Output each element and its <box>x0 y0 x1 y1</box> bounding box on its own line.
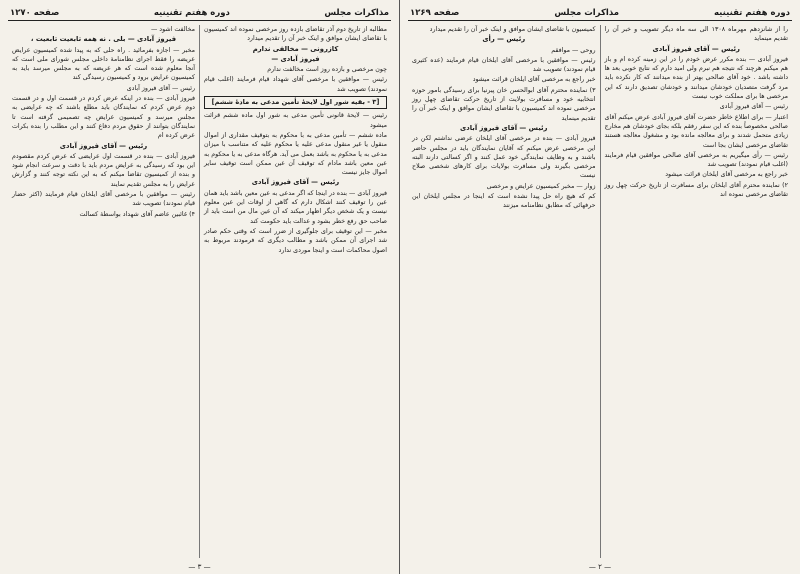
speaker-line: رئیس — آقای فیروز آبادی <box>59 141 148 150</box>
left-page-footer: — ۳ — <box>188 563 211 571</box>
left-header-title: دوره هفتم تقنینیه <box>153 8 230 18</box>
paragraph: را از شانزدهم مهرماه ۱۳۰۸ الی سه ماه دیگر تصویب و خبر آن را تقدیم مینماید <box>604 26 788 43</box>
paragraph: فیروز آبادی — بنده در اینکه عرض کردم در قسمت اول و در قسمت دوم عرض کردم که نمایندگان باید مطلع باشند که چه عرایضی به مجلس میرسد و کمیسیون عرایض چه تصمیمی گرفته است تا نمایندگان بتوانند از حقوق مردم دفاع کنند و این مطلب را بنده بکرات عرض کرده ام <box>12 95 195 140</box>
paragraph: ۳) نماینده محترم آقای ابوالحسن خان پیرنیا برای رسیدگی بامور حوزه انتخابیه خود و مسافرت بولایت از تاریخ حرکت تقاضای چهل روز مرخصی نموده اند کمیسیون با تقاضای ایشان موافق و اینک خبر آن را تقدیم مینماید <box>412 86 596 122</box>
left-page-column-right <box>200 25 391 558</box>
paragraph: چون مرخصی و بازده روز است مخالفت ندارم <box>267 66 387 74</box>
paragraph: کمیسیون با تقاضای ایشان موافق و اینک خبر آن را تقدیم میدارد <box>429 26 596 33</box>
speaker-line: رئیس — آقای فیروز آبادی <box>251 178 340 187</box>
paragraph: رئیس — رأی میگیریم به مرخصی آقای صالحی موافقین قیام فرمایند (اغلب قیام نمودند) تصویب شد <box>604 151 788 169</box>
left-page-column-left <box>8 25 200 558</box>
speaker-line: رئیس — آقای فیروز آبادی <box>460 123 548 132</box>
paragraph: رئیس — آقای فیروز آبادی <box>719 103 788 111</box>
paragraph: اعتبار — برای اطلاع خاطر حضرت آقای فیروز آبادی عرض میکنم آقای صالحی مخصوصاً بنده که این سفر رفقم بلکه بجای خودشان هم مخارج زیادی متحمل شدند و برای معالجه مانده بود و مشغول معالجه هستند تقاضای مرخصی ایشان بجا است <box>604 113 788 149</box>
speaker-line: رئیس — رأی <box>482 35 526 44</box>
speaker-line: کازرونی — مخالفی ندارم <box>252 44 339 53</box>
paragraph: مطالبه از تاریخ دوم آذر تقاضای بازده روز مرخصی نموده اند کمیسیون با تقاضای ایشان موافق و اینک خبر آن را تقدیم میدارد <box>204 26 387 43</box>
right-page-columns <box>408 25 792 558</box>
speaker-line: فیروز آبادی — بلی . نه همه تابعیت تابعیت ، <box>30 35 177 44</box>
speaker-line: رئیس — آقای فیروز آبادی <box>652 44 740 53</box>
paragraph: رئیس — موافقین با مرخصی آقای ایلخان قیام فرمایند (عده کثیری قیام نمودند) تصویب شد <box>412 56 596 74</box>
paragraph: روحی — موافقم <box>551 46 596 54</box>
right-page-column-right <box>601 25 793 558</box>
paragraph: ۲) نماینده محترم آقای ایلخان برای مسافرت از تاریخ حرکت چهل روز تقاضای مرخصی نموده اند <box>604 181 788 199</box>
left-header-page-number: صفحه ۱۲۷۰ <box>10 8 60 18</box>
paragraph: خبر راجع به مرخصی آقای ایلخان قرائت میشود <box>665 171 788 179</box>
left-page-header <box>8 6 391 21</box>
right-page-footer: — ۲ — <box>588 563 612 571</box>
paragraph: رئیس — موافقین با مرخصی آقای ایلخان قیام فرمایند (اکثر حضار قیام نمودند) تصویب شد <box>12 191 195 208</box>
paragraph: مخبر — این توقیف برای جلوگیری از ضرر است که وقتی حکم صادر شد اجرای آن ممکن باشد و مطالب دیگری که فرمودند مربوط به اصول محاکمات است و اینجا موردی ندارد <box>204 227 387 254</box>
right-page-header <box>408 6 792 21</box>
paragraph: فیروز آبادی — بنده در اینجا که اگر مدعی به عین معین باشد باید همان عین را توقیف کنند اشکال دارم که گاهی از اوقات این عین معلوم نیست و یک شخص دیگر اظهار میکند که آن عین مال من است باید از صاحب حق رفع خطر بشود و عدالت باید حکومت کند <box>204 189 387 225</box>
paragraph: فیروز آبادی — بنده در مرخصی آقای ایلخان عرضی نداشتم لکن در این مرخصی عرض میکنم که آقایان نمایندگان باید در مجلس حاضر باشند و به وظایف نمایندگی خود عمل کنند و اگر کسالتی دارند البته مرخصی بگیرند ولی مسافرت بولایات برای کارهای شخصی صلاح نیست <box>412 135 596 180</box>
paragraph: مخبر — اجازه بفرمائید . راه حلی که به پیدا شده کمیسیون عرایض عریضه را فقط اجرای نظامنامهٔ داخلی مجلس شورای ملی است که آنجا معلوم شده است که هر عریضه که به مجلس میرسد باید به کمیسیون عرایض برود و کمیسیون رسیدگی کند <box>12 46 195 82</box>
paragraph: رئیس — موافقین با مرخصی آقای شهداد قیام فرمایند (اغلب قیام نمودند) تصویب شد <box>204 76 387 93</box>
right-page <box>400 0 800 574</box>
paragraph: رئیس — آقای فیروز آبادی <box>126 84 195 92</box>
speaker-line: فیروز آبادی — <box>271 54 320 63</box>
right-header-page-number: صفحه ۱۲۶۹ <box>410 8 460 18</box>
paragraph: مخالفت اشود — <box>150 26 195 33</box>
right-header-title: مذاکرات مجلس <box>554 8 619 18</box>
paragraph: خبر راجع به مرخصی آقای ایلخان قرائت میشود <box>472 76 596 84</box>
paragraph: کم که هیچ راه حل پیدا نشده است که اینجا در مجلس ایلخان این حرفهائی که مطابق نظامنامه میزنند <box>412 193 596 210</box>
paragraph: فیروز آبادی — بنده مکرر عرض خودم را در این زمینه کرده ام و باز هم میکنم هرچند که نتیجه هم نبرم ولی امید دارم که نتایج خوبی بعد ها داشته باشد . خود آقای صالحی بهتر از بنده میدانند که کار نکرده باید مرد گرفت متصدیان خودشان میدانند و خودشان تصدیق دارند که این مرخصی ها برای مملکت خوب نیست <box>604 55 788 101</box>
paragraph: زوار — مخبر کمیسیون عرایض و مرخصی <box>486 182 596 190</box>
right-header-section: دوره هفتم تقنینیه <box>714 8 790 18</box>
left-page-columns <box>8 25 391 558</box>
right-page-column-left <box>408 25 601 558</box>
left-header-section: مذاکرات مجلس <box>324 8 389 18</box>
paragraph: ۴) غائبین عاضم آقای شهداد بواسطهٔ کسالت <box>79 210 195 218</box>
paragraph: فیروز آبادی — بنده در قسمت اول عرایضی که عرض کردم مقصودم این بود که رسیدگی به عرایض مردم باید با دقت و سرعت انجام شود و بنده از کمیسیون تقاضا میکنم که به این نکته توجه کنند و گزارش عرایض را به مجلس تقدیم نمایند <box>12 152 195 188</box>
section-heading: [۳ - بقیه شور اول لایحهٔ تأمین مدعی به مادهٔ ششم] <box>204 96 387 109</box>
paragraph: ماده ششم — تأمین مدعی به با محکوم به بتوقیف مقداری از اموال منقول یا غیر منقول مدعی علیه یا محکوم علیه که متناسب با میزان مدعی به یا محکوم به باشد بعمل می آید. هرگاه مدعی به یا محکوم به عین معین باشد مادام که توقیف آن عین ممکن است توقیف سایر اموال جایز نیست <box>204 131 387 177</box>
paragraph: رئیس — لایحهٔ قانونی تأمین مدعی به شور اول ماده ششم قرائت میشود <box>204 112 387 129</box>
